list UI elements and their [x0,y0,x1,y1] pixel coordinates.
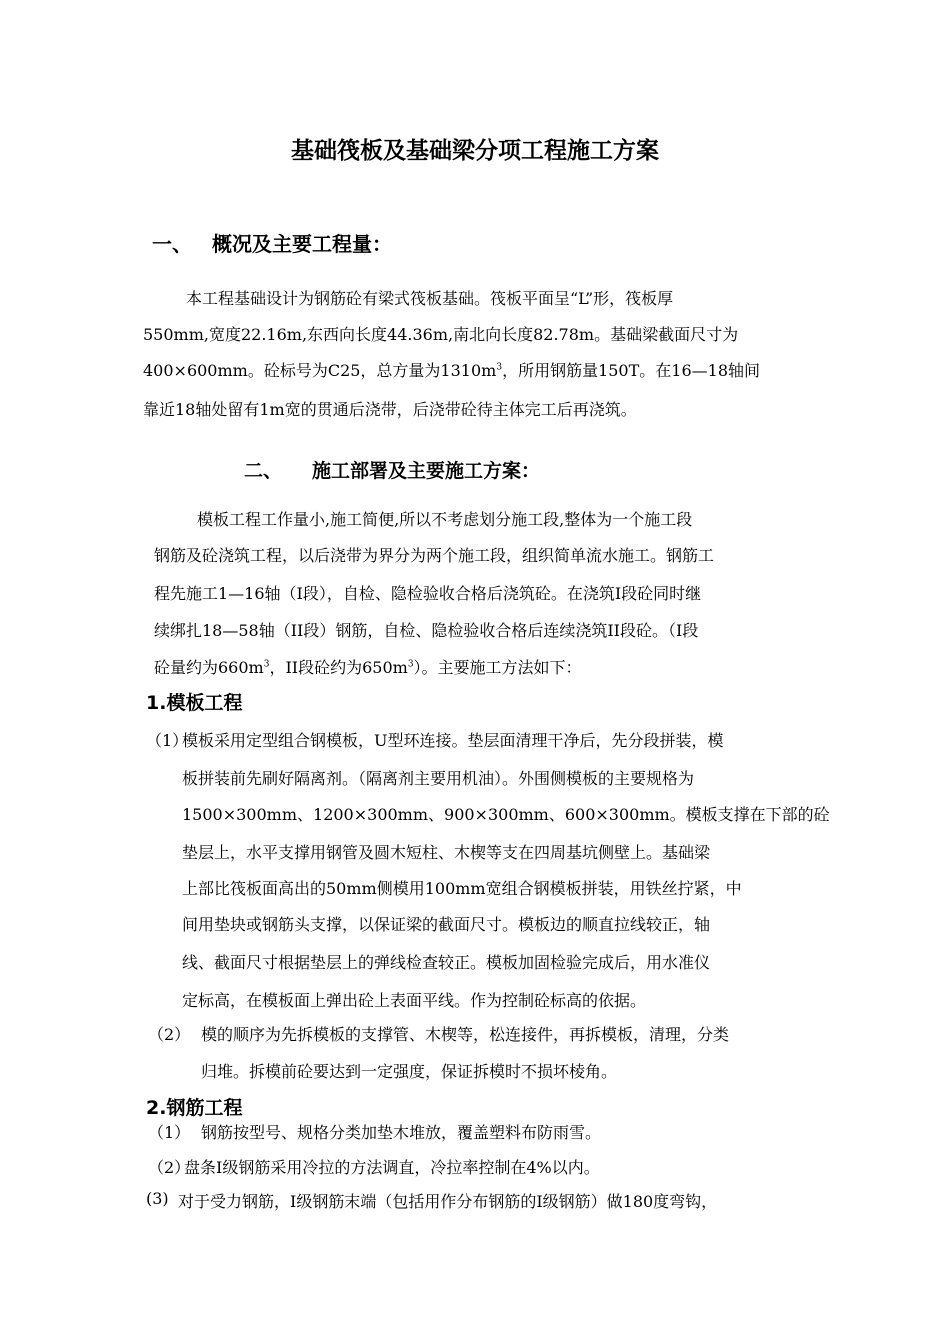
section2-heading: 施工部署及主要施工方案： [312,460,541,482]
sub1-item1-line-5: 上部比筏板面高出的50mm侧模用100mm宽组合钢模板拼装，用铁丝拧紧，中 [182,879,742,898]
sub1-item2-line-1: 模的顺序为先拆模板的支撑管、木楔等，松连接件，再拆模板，清理，分类 [201,1025,730,1044]
sub1-item1-line-3: 1500×300mm、1200×300mm、900×300mm、600×300mm。模板支撑在下部的砼 [182,805,830,824]
sub2-item2-text: 盘条I级钢筋采用冷拉的方法调直，冷拉率控制在4%以内。 [184,1158,600,1177]
sub1-item1-line-4: 垫层上，水平支撑用钢管及圆木短柱、木楔等支在四周基坑侧壁上。基础梁 [182,843,711,862]
sub2-item1-text: 钢筋按型号、规格分类加垫木堆放，覆盖塑料布防雨雪。 [201,1123,602,1142]
sub2-item1-number: （1） [148,1123,191,1142]
section2-line-5: 砼量约为$660m^3$，II段砼约为$650m^3$）。主要施工方法如下： [154,658,582,677]
sub2-heading: 2.钢筋工程 [146,1097,243,1119]
section1-line-1: 本工程基础设计为钢筋砼有梁式筏板基础。筏板平面呈“L”形，筏板厚 [186,289,674,308]
superscript-3: 3 [496,362,503,373]
sub1-item1-line-7: 线、截面尺寸根据垫层上的弹线检查较正。模板加固检验完成后，用水准仪 [182,953,711,972]
sub1-item2-line-2: 归堆。拆模前砼要达到一定强度，保证拆模时不损坏棱角。 [201,1062,618,1081]
section2-line-2: 钢筋及砼浇筑工程，以后浇带为界分为两个施工段，组织简单流水施工。钢筋工 [154,546,715,565]
section2-number: 二、 [244,460,283,482]
section2-line-3: 程先施工1—16轴（I段），自检、隐检验收合格后浇筑砼。在浇筑I段砼同时继 [154,584,702,603]
section2-line-4: 续绑扎18—58轴（II段）钢筋，自检、隐检验收合格后连续浇筑II段砼。（I段 [154,621,699,640]
sub2-item3-number: (3) [146,1189,169,1208]
section1-line-2: 550mm,宽度22.16m,东西向长度44.36m,南北向长度82.78m。基础梁截面尺寸为 [143,325,739,344]
superscript-3: 3 [263,659,270,670]
section2-line-1: 模板工程工作量小,施工简便,所以不考虑划分施工段,整体为一个施工段 [197,510,693,529]
page-title: 基础筏板及基础梁分项工程施工方案 [291,138,659,164]
sub1-item2-number: （2） [148,1025,191,1044]
sub1-item1-line-1: 模板采用定型组合钢模板，U型环连接。垫层面清理干净后，先分段拼装，模 [182,731,724,750]
sub2-item3-text: 对于受力钢筋，I级钢筋末端（包括用作分布钢筋的I级钢筋）做180度弯钩， [178,1192,718,1211]
sub1-item1-line-6: 间用垫块或钢筋头支撑，以保证梁的截面尺寸。模板边的顺直拉线较正，轴 [182,915,711,934]
sub1-heading: 1.模板工程 [146,692,243,714]
section1-heading: 概况及主要工程量： [212,232,392,256]
section1-line-3: 400×600mm。砼标号为C25，总方量为$1310m^3$，所用钢筋量150T。在16—18轴间 [143,361,760,380]
section1-number: 一、 [152,232,192,256]
sub1-item1-number: （1） [146,731,189,750]
sub2-item2-number: （2） [148,1158,191,1177]
section1-line-4: 靠近18轴处留有1m宽的贯通后浇带，后浇带砼待主体完工后再浇筑。 [143,400,637,419]
sub1-item1-line-8: 定标高，在模板面上弹出砼上表面平线。作为控制砼标高的依据。 [182,991,647,1010]
superscript-3: 3 [407,659,414,670]
sub1-item1-line-2: 板拼装前先刷好隔离剂。（隔离剂主要用机油）。外围侧模板的主要规格为 [182,769,695,788]
